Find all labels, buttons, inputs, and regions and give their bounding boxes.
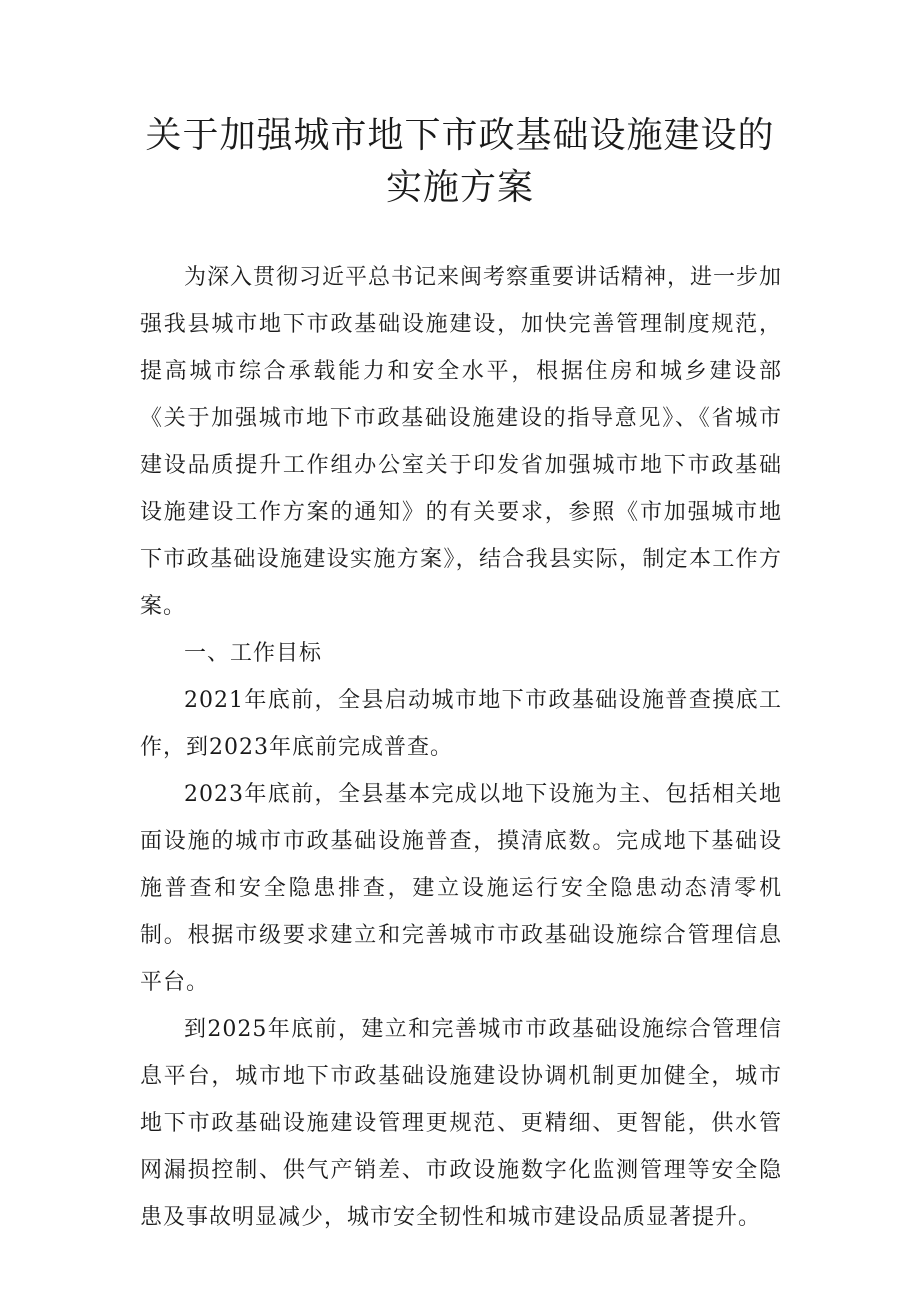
document-body	[140, 254, 782, 1241]
goal-2025-paragraph: 到2025年底前，建立和完善城市市政基础设施综合管理信息平台，城市地下市政基础设施建设协调机制更加健全，城市地下市政基础设施建设管理更规范、更精细、更智能，供水管网漏损控制、供气产销差、市政设施数字化监测管理等安全隐患及事故明显减少，城市安全韧性和城市建设品质显著提升。	[140, 1017, 782, 1230]
section-heading-work-goals: 一、工作目标	[184, 641, 323, 666]
intro-paragraph: 为深入贯彻习近平总书记来闽考察重要讲话精神，进一步加强我县城市地下市政基础设施建设，加快完善管理制度规范，提高城市综合承载能力和安全水平，根据住房和城乡建设部《关于加强城市地下市政基础设施建设的指导意见》、《省城市建设品质提升工作组办公室关于印发省加强城市地下市政基础设施建设工作方案的通知》的有关要求，参照《市加强城市地下市政基础设施建设实施方案》，结合我县实际，制定本工作方案。	[140, 265, 783, 619]
goal-2023-paragraph: 2023年底前，全县基本完成以地下设施为主、包括相关地面设施的城市市政基础设施普查，摸清底数。完成地下基础设施普查和安全隐患排查，建立设施运行安全隐患动态清零机制。根据市级要求建立和完善城市市政基础设施综合管理信息平台。	[140, 782, 782, 995]
document-title: 关于加强城市地下市政基础设施建设的实施方案	[145, 115, 775, 208]
goal-2021-paragraph: 2021年底前，全县启动城市地下市政基础设施普查摸底工作，到2023年底前完成普查。	[140, 688, 782, 760]
